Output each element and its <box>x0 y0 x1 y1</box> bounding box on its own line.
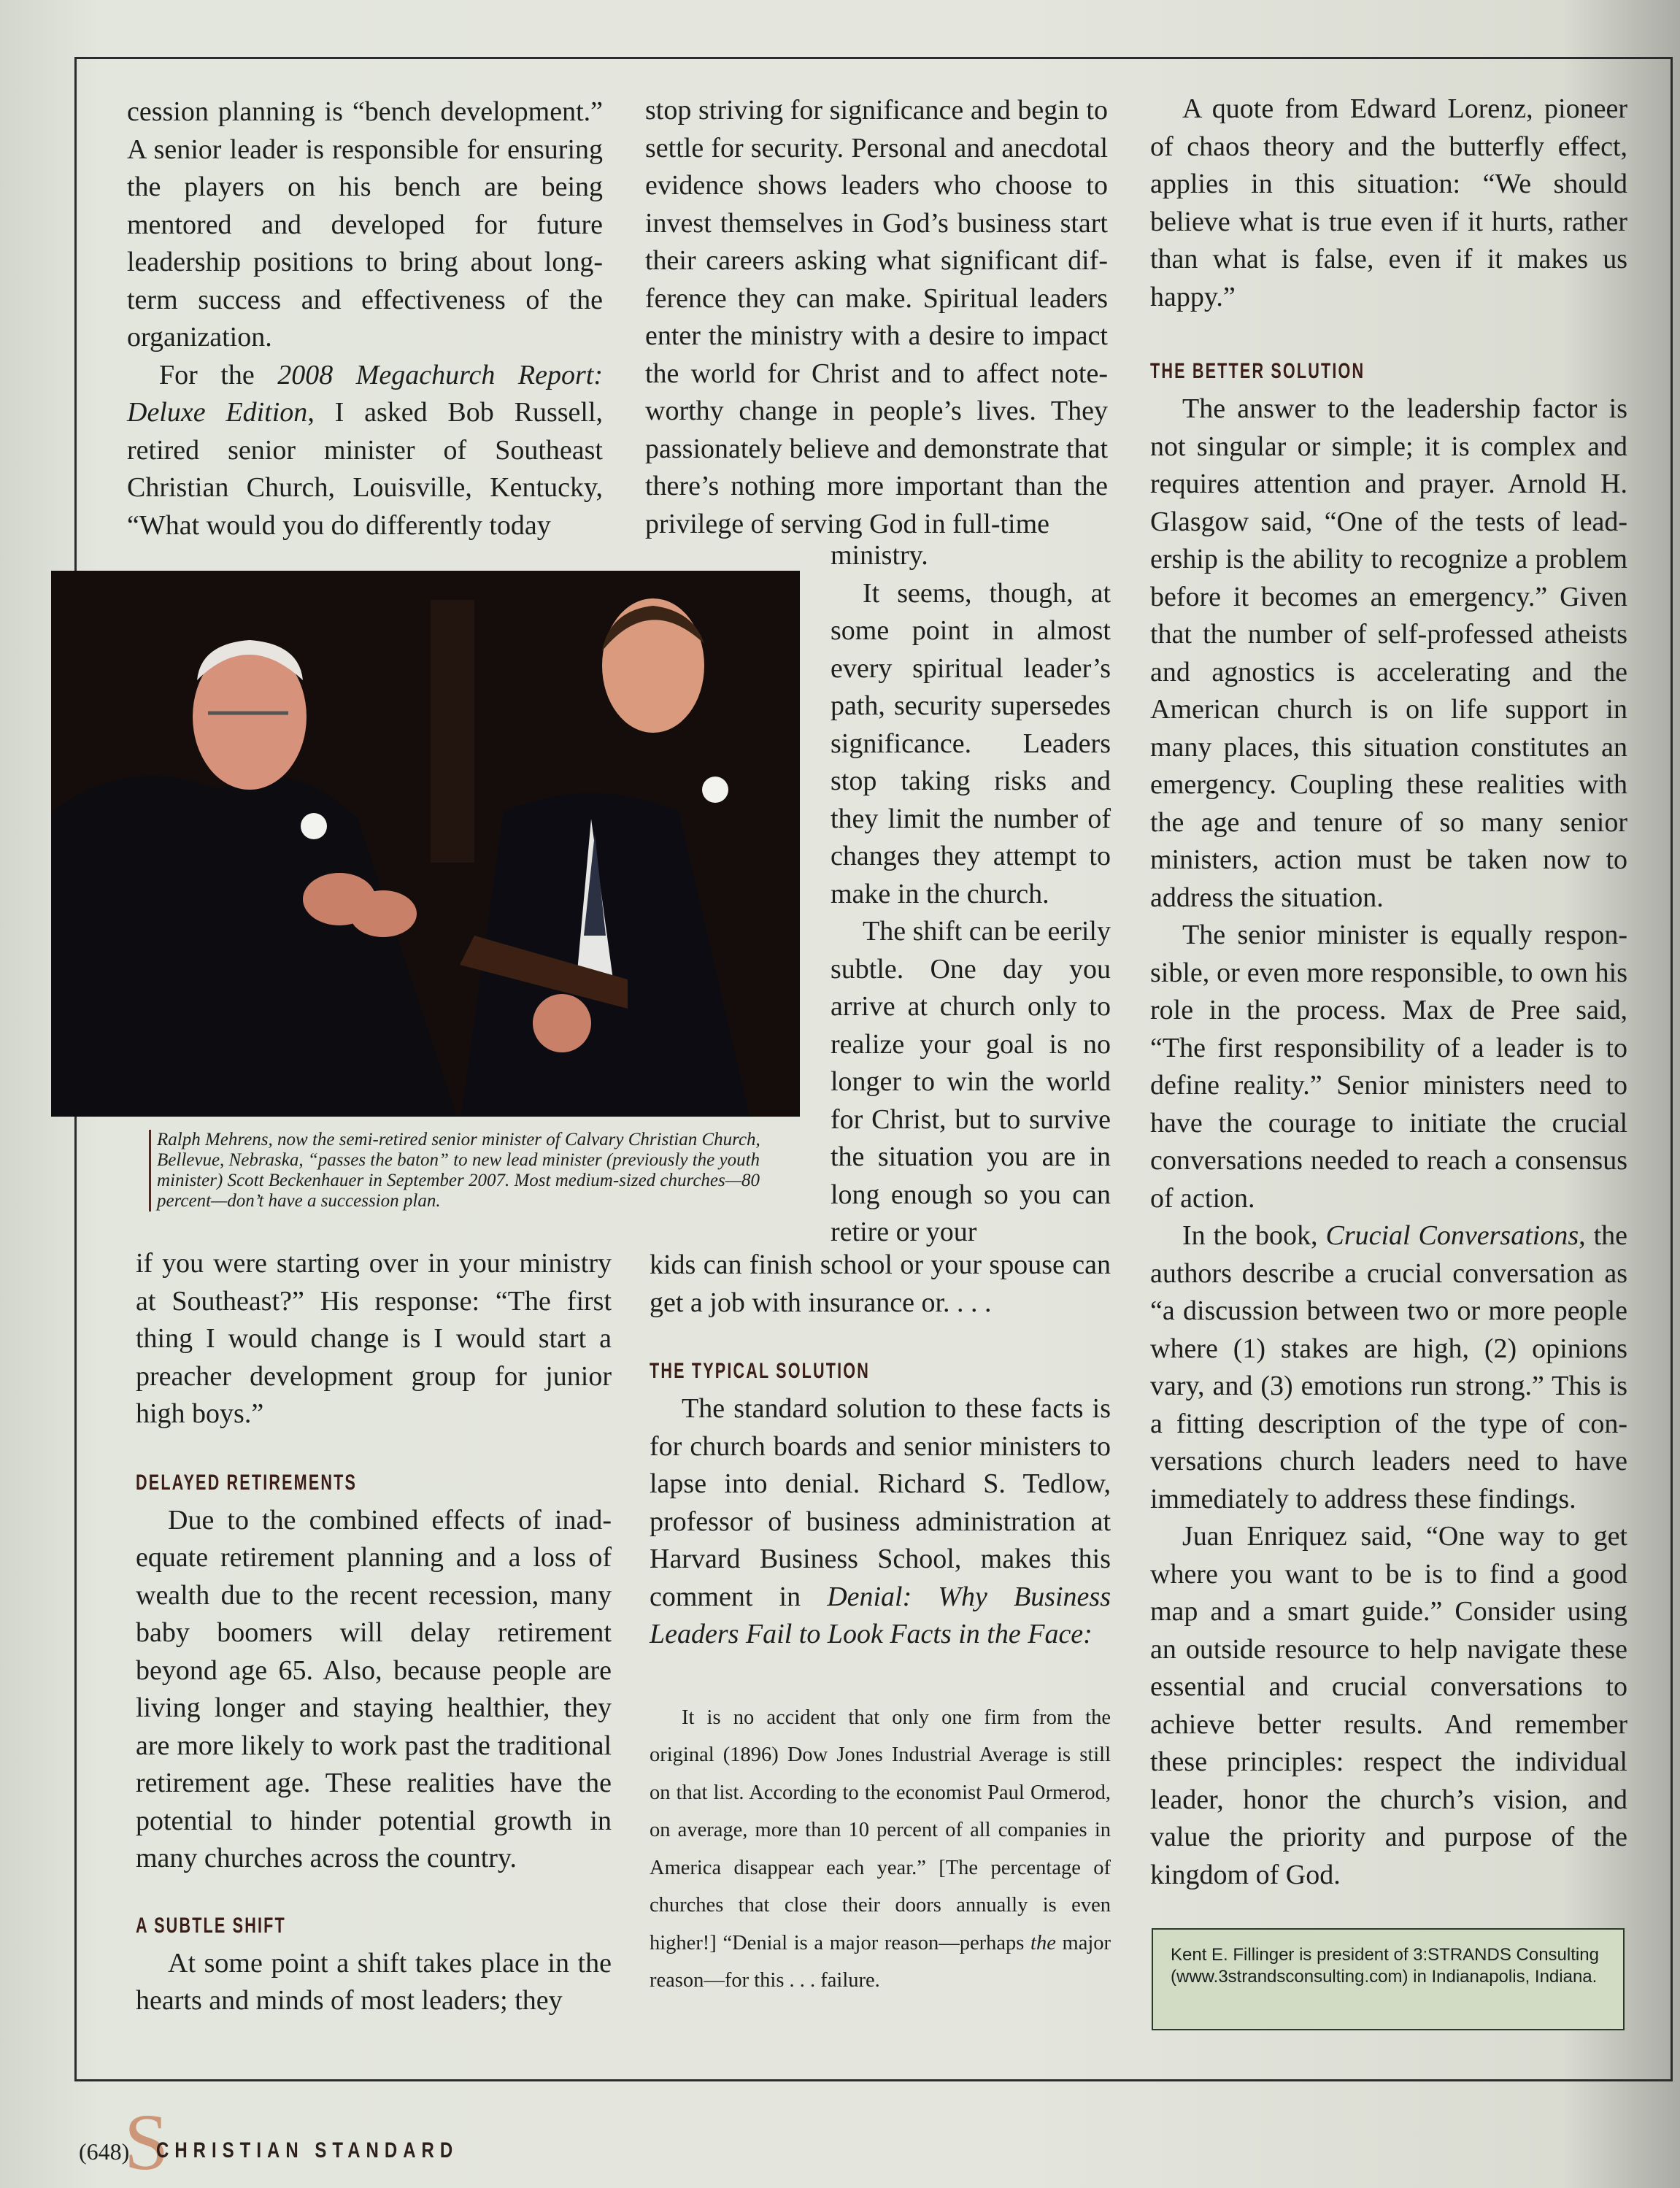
column-2-top <box>645 92 1108 543</box>
column-1-bottom <box>136 1245 612 2020</box>
paragraph: The senior minister is equally responsible, or even more responsible, to own his role in the process. Max de Pree said, “The first responsibility of a leader is to define reality.” Senior ministers need to have the courage to initiate the crucial conversations needed to reach a consensus of action. <box>1150 920 1627 1214</box>
page-number: (648) <box>79 2138 130 2165</box>
magazine-name: CHRISTIAN STANDARD <box>156 2138 459 2162</box>
article-photo <box>51 571 800 1117</box>
column-2-bottom <box>650 1247 1111 2000</box>
column-2-narrow <box>831 537 1111 1252</box>
paragraph: In the book, Crucial Conversations, the authors describe a crucial conversation as “a discussion between two or more people where (1) stakes are high, (2) opinions vary, and (3) emotions run strong.” This is a fitting description of the type of conversations church leaders need to have immediately to address these findings. <box>1150 1220 1627 1514</box>
handshake-photo-illustration <box>51 571 800 1117</box>
paragraph: It seems, though, at some point in almost every spiritual leader’s path, security supersedes significance. Leaders stop taking risks and they limit the number of changes they attempt to make in the church. <box>831 577 1111 909</box>
block-quote: It is no accident that only one firm from the original (1896) Dow Jones Industrial Average is still on that list. According to the economist Paul Ormerod, on average, more than 10 percent of all companies in America disappear each year.” [The percentage of churches that close their doors annually is even higher!] “Denial is a major reason—perhaps the major reason—for this . . . failure. <box>650 1706 1111 1992</box>
paragraph: The answer to the leadership factor is not singular or simple; it is complex and requires attention and prayer. Arnold H. Glasgow said, “One of the tests of leadership is the ability to recognize a problem before it becomes an emergency.” Given that the number of self-professed atheists and agnostics is accelerating and the American church is on life support in many places, this situation constitutes an emergency. Coupling these realities with the age and tenure of so many senior ministers, action must be taken now to address the situation. <box>1150 393 1627 913</box>
section-heading: A SUBTLE SHIFT <box>136 1913 286 1938</box>
paragraph: A quote from Edward Lorenz, pioneer of chaos theory and the butterfly effect, applies in this situation: “We should believe what is true even if it hurts, rather than what is false, even if it makes us happy.” <box>1150 93 1627 312</box>
paragraph: stop striving for significance and begin to settle for security. Personal and anecdotal evidence shows leaders who choose to invest themselves in God’s business start their careers asking what significant difference they can make. Spiritual leaders enter the ministry with a desire to impact the world for Christ and to affect noteworthy change in people’s lives. They passionately believe and demonstrate that there’s nothing more important than the privilege of serving God in full-time <box>645 95 1108 539</box>
paragraph: The standard solution to these facts is for church boards and senior ministers to lapse into denial. Richard S. Tedlow, professor of business administration at Harvard Business School, makes this comment in Denial: Why Business Leaders Fail to Look Facts in the Face: <box>650 1393 1111 1649</box>
section-heading: DELAYED RETIREMENTS <box>136 1470 358 1495</box>
paragraph: ministry. <box>831 540 928 571</box>
section-heading: THE BETTER SOLUTION <box>1150 359 1365 383</box>
paragraph: kids can finish school or your spouse can get a job with insurance or. . . . <box>650 1249 1111 1318</box>
author-bio-box: Kent E. Fillinger is president of 3:STRANDS Consulting (www.3strandsconsulting.com) in Indianapolis, Indiana. <box>1152 1928 1625 2030</box>
column-3 <box>1150 90 1627 1894</box>
paragraph: The shift can be eerily subtle. One day you arrive at church only to realize your goal is no longer to win the world for Christ, but to survive the situation you are in long enough so you can retire or your <box>831 916 1111 1247</box>
magazine-logo-mark: S <box>124 2098 169 2187</box>
paragraph: At some point a shift takes place in the hearts and minds of most leaders; they <box>136 1947 612 2016</box>
column-1-top <box>127 93 603 544</box>
paragraph: if you were starting over in your ministry at Southeast?” His response: “The first thing I would change is I would start a preacher development group for junior high boys.” <box>136 1248 612 1429</box>
photo-caption: Ralph Mehrens, now the semi-retired senior minister of Calvary Christian Church, Bellevue, Nebraska, “passes the baton” to new lead minister (previously the youth minister) Scott Beckenhauer in September 2007. Most medium-sized churches—80 percent—don’t have a succession plan. <box>149 1130 799 1212</box>
section-heading: THE TYPICAL SOLUTION <box>650 1359 871 1383</box>
paragraph: cession planning is “bench development.” A senior leader is responsible for ensuring the players on his bench are being mentored and developed for future leadership positions to bring about long-term success and effectiveness of the organization. <box>127 96 603 353</box>
paragraph: Due to the combined effects of inadequate retirement planning and a loss of wealth due to the recent recession, many baby boomers will delay retirement beyond age 65. Also, because people are living longer and staying healthier, they are more likely to work past the traditional retirement age. These realities have the potential to hinder potential growth in many churches across the country. <box>136 1504 612 1873</box>
paragraph: For the 2008 Megachurch Report: Deluxe Edition, I asked Bob Russell, retired senior minister of Southeast Christian Church, Louisville, Kentucky, “What would you do differently today <box>127 359 603 541</box>
paragraph: Juan Enriquez said, “One way to get where you want to be is to find a good map and a smart guide.” Consider using an outside resource to help navigate these essential and crucial conversations to achieve better results. And remember these principles: respect the individual leader, honor the church’s vision, and value the priority and purpose of the kingdom of God. <box>1150 1521 1627 1890</box>
